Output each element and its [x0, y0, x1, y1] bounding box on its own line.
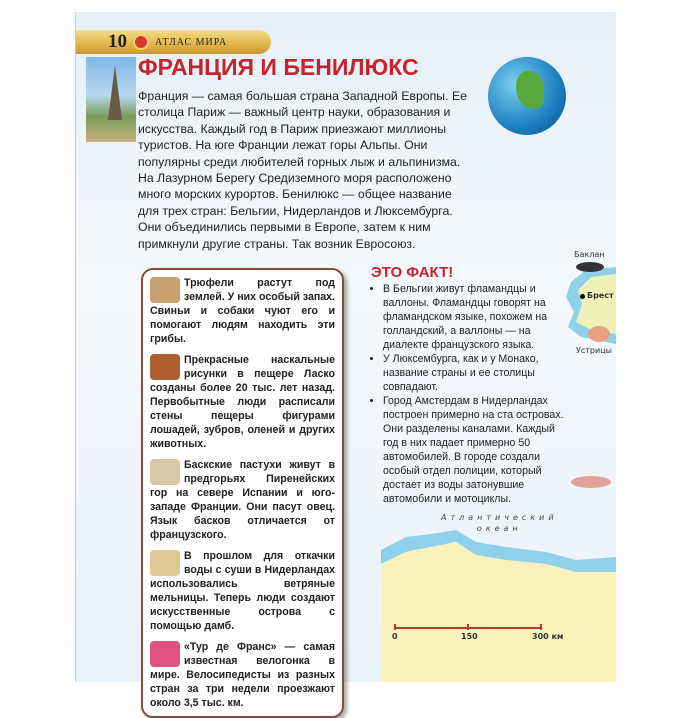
facts-heading: ЭТО ФАКТ! — [371, 264, 454, 281]
intro-text: Франция — самая большая страна Западной Европы. Ее столица Париж — важный центр науки, образования и искусства. Каждый год в Париж приезжают миллионы туристов. На юге Франции лежат горы Альпы. Они популярны среди любителей горных лыж и альпинизма. На Лазурном Берегу Средиземного моря расположено много морских курортов. Бенилюкс — общее название для трех стран: Бельгии, Нидерландов и Люксембурга. Они объединились первыми в Европе, затем к ним примкнули другие страны. Так возник Евросоюз. — [138, 89, 467, 251]
compass-icon — [133, 34, 149, 50]
scale-tick — [394, 624, 396, 630]
eiffel-tower-photo — [86, 57, 136, 142]
oysters-label: Устрицы — [576, 346, 612, 355]
facts-list — [371, 282, 573, 506]
page-number: 10 — [108, 31, 127, 52]
scale-label: 0 — [392, 632, 398, 641]
cave-bison-icon — [150, 354, 180, 380]
windmill-icon — [150, 550, 180, 576]
box-item-text: Трюфели растут под землей. У них особый запах. Свиньи и собаки чуют его и помогают людям находить эти грибы. — [150, 277, 335, 345]
shepherd-icon — [150, 459, 180, 485]
page-header — [76, 30, 271, 54]
oyster-icon — [588, 326, 610, 342]
scale-tick — [467, 624, 469, 630]
scale-label: 150 — [461, 632, 478, 641]
box-item-truffles — [150, 276, 335, 346]
scale-tick — [540, 624, 542, 630]
fact-item: • Город Амстердам в Нидерландах построен примерно на ста островах. Они разделены каналами. Каждый год в них падает примерно 50 автомобилей. В городе создали особый отдел полиции, который достает из воды затонувшие автомобили и мотоциклы. — [383, 394, 573, 506]
box-item-text: Баскские пастухи живут в предгорьях Пиренейских гор на севере Испании и юго-западе Франции. Они пасут овец. Язык басков отличается от французского. — [150, 459, 335, 541]
facts-box — [141, 268, 344, 718]
fact-item: • В Бельгии живут фламандцы и валлоны. Фламандцы говорят на фламандском языке, похожем на голландский, а валлоны — на диалекте французского языка. — [383, 282, 573, 352]
ocean-label-line1: Атлантический — [441, 513, 558, 522]
globe-icon — [488, 57, 566, 135]
city-dot-icon — [580, 294, 585, 299]
eiffel-tower-icon — [108, 65, 122, 120]
fact-item: • У Люксембурга, как и у Монако, название страны и ее столицы совпадают. — [383, 352, 573, 394]
book-page — [75, 12, 616, 709]
box-item-text: «Тур де Франс» — самая известная велогонка в мире. Велосипедисты из разных стран за три недели проезжают около 3,5 тыс. км. — [150, 641, 335, 709]
box-item-text: Прекрасные наскальные рисунки в пещере Ласко созданы более 20 тыс. лет назад. Первобытные люди расписали стены пещеры фигурами лошадей, зубров, оленей и других животных. — [150, 354, 335, 450]
section-title: АТЛАС МИРА — [155, 36, 228, 48]
cyclist-icon — [150, 641, 180, 667]
truffle-pig-icon — [150, 277, 180, 303]
ocean-label-line2: океан — [476, 524, 522, 533]
box-item-basques — [150, 458, 335, 542]
box-item-text: В прошлом для откачки воды с суши в Нидерландах использовались ветряные мельницы. Теперь люди создают искусственные острова с помощью дамб. — [150, 550, 335, 632]
box-item-lascaux — [150, 353, 335, 451]
island — [571, 476, 611, 488]
ocean-label — [441, 512, 558, 534]
box-item-tour — [150, 640, 335, 710]
scale-label: 300 км — [532, 632, 564, 641]
cormorant-icon — [576, 262, 604, 272]
box-item-windmills — [150, 549, 335, 633]
page-title: ФРАНЦИЯ И БЕНИЛЮКС — [138, 54, 419, 80]
city-label: Брест — [587, 291, 614, 300]
bird-label: Баклан — [574, 250, 605, 259]
